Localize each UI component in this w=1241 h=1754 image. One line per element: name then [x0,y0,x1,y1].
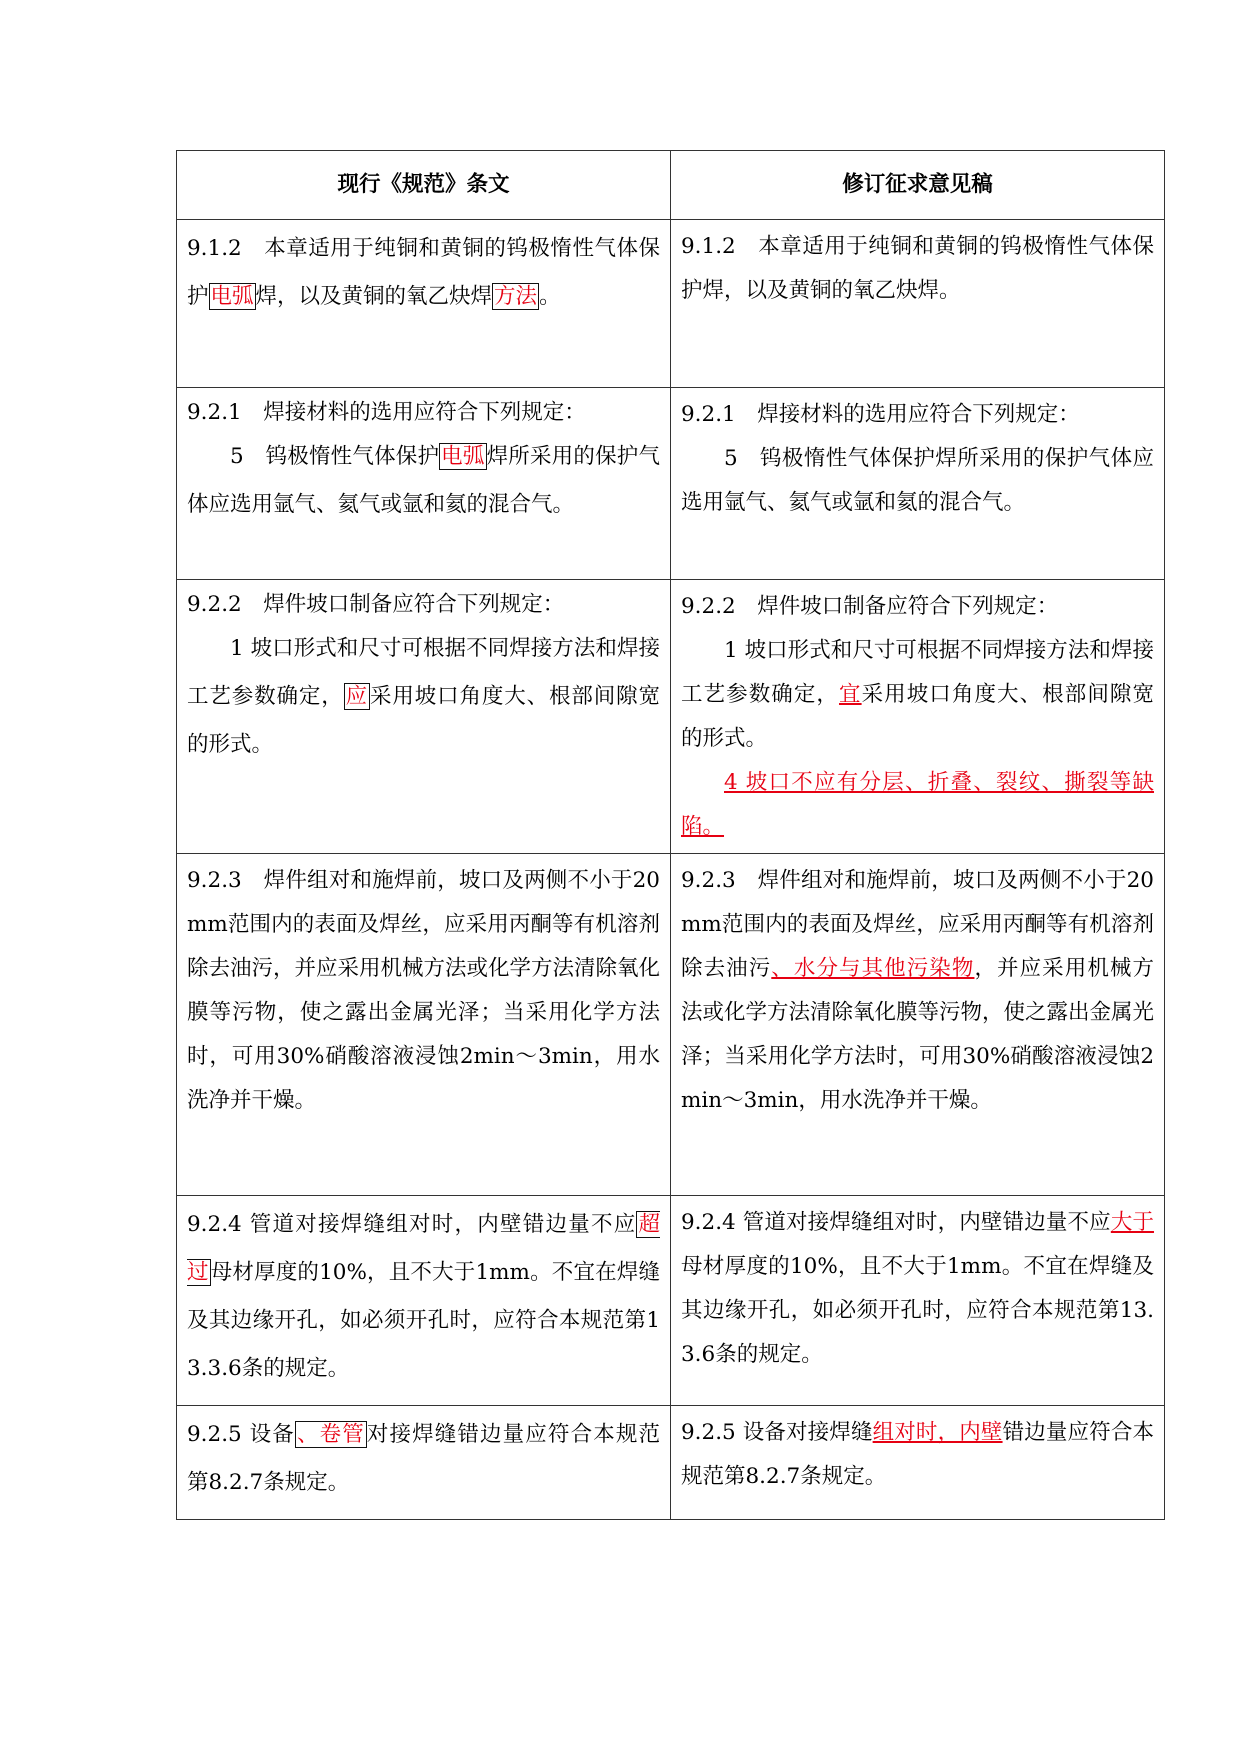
current-clause-9-2-2 [177,580,671,854]
revised-clause-9-2-2 [671,580,1165,854]
deleted-text-highlight: 、卷管 [296,1422,365,1447]
text-run: 焊所采用的保护气体应选用氩气、氦气或氩和氦的混合气。 [187,444,660,517]
current-clause-9-2-4 [177,1196,671,1406]
clause-text [681,1201,1154,1377]
clause-item: 5 钨极惰性气体保护焊所采用的保护气体应选用氩气、氦气或氩和氦的混合气。 [681,446,1154,515]
text-run: 9.2.5 设备对接焊缝 [681,1420,873,1445]
text-run: 焊，以及黄铜的氧乙炔焊 [255,284,493,309]
deleted-text-highlight: 电弧 [210,284,254,309]
table-row [177,580,1165,854]
header-revision-draft: 修订征求意见稿 [671,151,1165,220]
clause-text [187,1201,660,1393]
clause-text: 9.2.3 焊件组对和施焊前，坡口及两侧不小于20mm范围内的表面及焊丝，应采用丙酮等有机溶剂除去油污，并应采用机械方法或化学方法清除氧化膜等污物，使之露出金属光泽；当采用化学方法时，可用30%硝酸溶液浸蚀2min～3min，用水洗净并干燥。 [187,868,661,1113]
clause-item [187,625,660,769]
deleted-text-highlight: 方法 [494,284,538,309]
table-row [177,220,1165,388]
text-run: 9.2.4 管道对接焊缝组对时，内壁错边量不应 [187,1212,637,1237]
inserted-text: 宜 [839,682,862,707]
text-run: 9.2.3 焊件组对和施焊前，坡口及两侧不小于20mm范围内的表面及焊丝，应采用丙酮等有机溶剂除去油污 [681,868,1154,981]
revised-clause-9-2-4 [671,1196,1165,1406]
clause-item [681,629,1154,761]
current-clause-9-2-1 [177,388,671,580]
clause-text: 9.1.2 本章适用于纯铜和黄铜的钨极惰性气体保护焊，以及黄铜的氧乙炔焊。 [681,234,1154,303]
revised-clause-9-2-5 [671,1406,1165,1520]
header-current-text: 现行《规范》条文 [177,151,671,220]
inserted-text: 、水分与其他污染物 [771,956,975,981]
clause-heading: 9.2.2 焊件坡口制备应符合下列规定： [187,592,565,617]
text-run: 采用坡口角度大、根部间隙宽的形式。 [681,682,1154,751]
clause-item [187,433,660,529]
comparison-table [176,150,1165,1520]
clause-text [187,1411,660,1507]
text-run: 采用坡口角度大、根部间隙宽的形式。 [187,684,660,757]
table-row [177,1196,1165,1406]
text-run: 9.1.2 本章适用于纯铜和黄铜的钨极惰性气体保护 [187,236,660,309]
text-run: 母材厚度的10%，且不大于1mm。不宜在焊缝及其边缘开孔，如必须开孔时，应符合本规范第13.3.6条的规定。 [187,1260,660,1381]
table-row [177,854,1165,1196]
text-run: 母材厚度的10%，且不大于1mm。不宜在焊缝及其边缘开孔，如必须开孔时，应符合本规范第13.3.6条的规定。 [681,1254,1154,1367]
text-run: 9.2.4 管道对接焊缝组对时，内壁错边量不应 [681,1210,1111,1235]
clause-heading: 9.2.2 焊件坡口制备应符合下列规定： [681,594,1059,619]
deleted-text-highlight: 电弧 [441,444,485,469]
text-run: 1 坡口形式和尺寸可根据不同焊接方法和焊接工艺参数确定， [681,638,1154,707]
text-run: 对接焊缝错边量应符合本规范第8.2.7条规定。 [187,1422,660,1495]
clause-text [681,1411,1154,1499]
revised-clause-9-1-2 [671,220,1165,388]
text-run: ，并应采用机械方法或化学方法清除氧化膜等污物，使之露出金属光泽；当采用化学方法时，可用30%硝酸溶液浸蚀2min～3min，用水洗净并干燥。 [681,956,1155,1113]
table-row [177,388,1165,580]
inserted-text: 组对时，内壁 [872,1420,1003,1445]
current-clause-9-2-5 [177,1406,671,1520]
text-run: 1 坡口形式和尺寸可根据不同焊接方法和焊接工艺参数确定， [187,636,660,709]
table-header-row [177,151,1165,220]
clause-heading: 9.2.1 焊接材料的选用应符合下列规定： [681,402,1080,427]
revised-clause-9-2-1 [671,388,1165,580]
text-run: 5 钨极惰性气体保护 [230,444,440,469]
clause-heading: 9.2.1 焊接材料的选用应符合下列规定： [187,400,586,425]
text-run: 。 [539,284,561,309]
deleted-text-highlight: 超过 [187,1212,660,1285]
revised-clause-9-2-3 [671,854,1165,1196]
current-clause-9-2-3 [177,854,671,1196]
text-run: 9.2.5 设备 [187,1422,295,1447]
current-clause-9-1-2 [177,220,671,388]
table-row [177,1406,1165,1520]
inserted-text: 大于 [1110,1210,1154,1235]
clause-text [681,859,1154,1123]
deleted-text-highlight: 应 [345,684,368,709]
inserted-clause-item: 4 坡口不应有分层、折叠、裂纹、撕裂等缺陷。 [681,770,1154,839]
text-run: 错边量应符合本规范第8.2.7条规定。 [681,1420,1154,1489]
clause-text [187,225,660,321]
